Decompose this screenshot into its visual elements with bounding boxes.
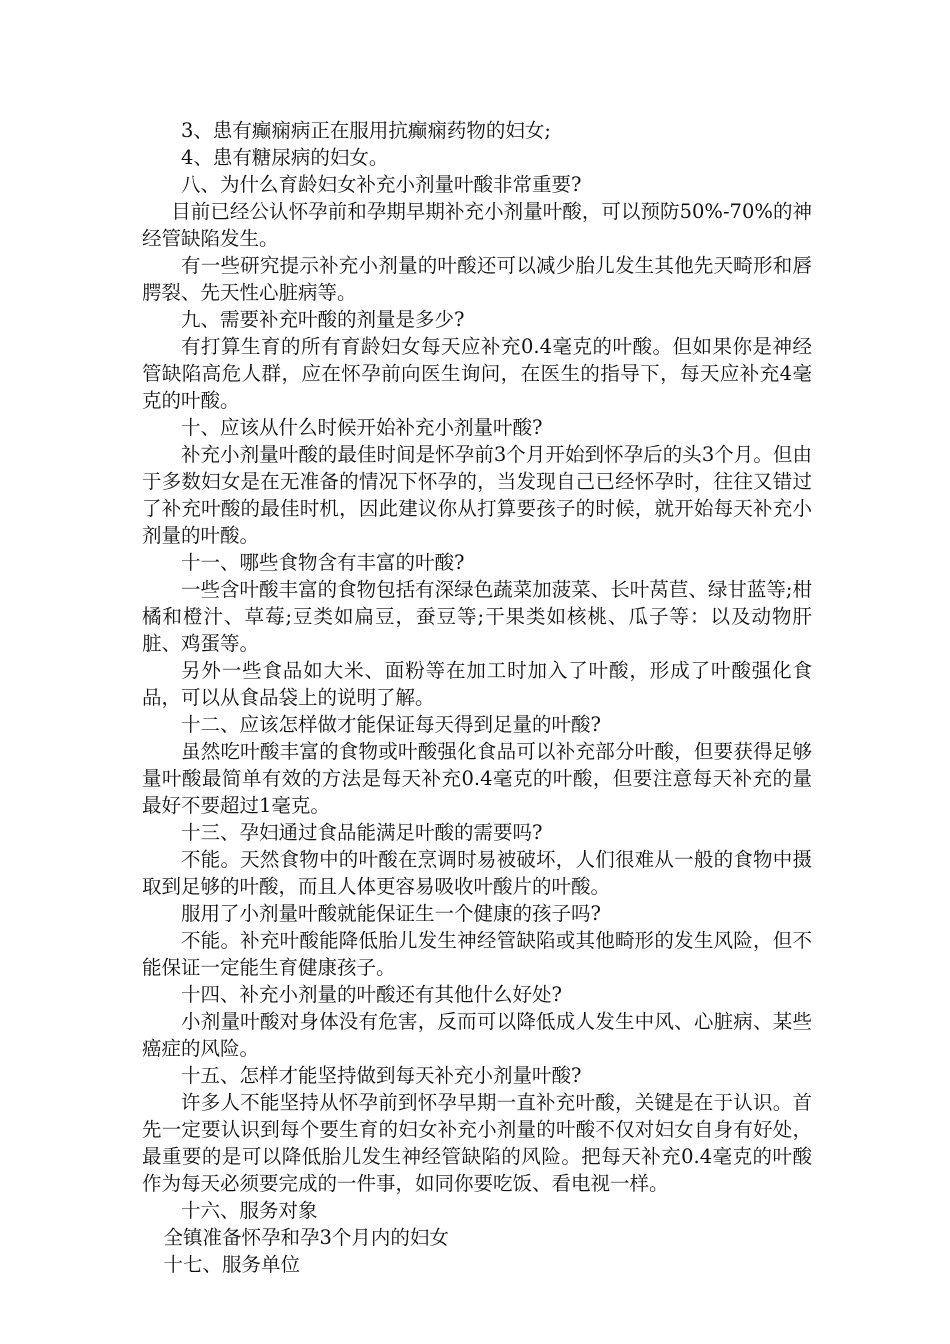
body-paragraph: 小剂量叶酸对身体没有危害，反而可以降低成人发生中风、心脏病、某些癌症的风险。 [142, 1010, 812, 1060]
body-paragraph: 服用了小剂量叶酸就能保证生一个健康的孩子吗? [181, 902, 601, 925]
section-heading: 十二、应该怎样做才能保证每天得到足量的叶酸? [181, 713, 601, 736]
body-paragraph: 虽然吃叶酸丰富的食物或叶酸强化食品可以补充部分叶酸，但要获得足够量叶酸最简单有效的方法是每天补充0.4毫克的叶酸，但要注意每天补充的量最好不要超过1毫克。 [142, 740, 812, 817]
body-paragraph: 有打算生育的所有育龄妇女每天应补充0.4毫克的叶酸。但如果你是神经管缺陷高危人群，应在怀孕前向医生询问，在医生的指导下，每天应补充4毫克的叶酸。 [142, 335, 812, 412]
body-paragraph: 目前已经公认怀孕前和孕期早期补充小剂量叶酸，可以预防50%-70%的神经管缺陷发生。 [142, 200, 812, 250]
section-heading: 十、应该从什么时候开始补充小剂量叶酸? [181, 416, 543, 439]
body-paragraph: 许多人不能坚持从怀孕前到怀孕早期一直补充叶酸，关键是在于认识。首先一定要认识到每个要生育的妇女补充小剂量的叶酸不仅对妇女自身有好处，最重要的是可以降低胎儿发生神经管缺陷的风险。把每天补充0.4毫克的叶酸作为每天必须要完成的一件事，如同你要吃饭、看电视一样。 [142, 1091, 812, 1195]
section-heading: 八、为什么育龄妇女补充小剂量叶酸非常重要? [181, 173, 582, 196]
section-heading: 十五、怎样才能坚持做到每天补充小剂量叶酸? [181, 1064, 582, 1087]
body-paragraph: 一些含叶酸丰富的食物包括有深绿色蔬菜加菠菜、长叶莴苣、绿甘蓝等;柑橘和橙汁、草莓;豆类如扁豆，蚕豆等;干果类如核桃、瓜子等：以及动物肝脏、鸡蛋等。 [142, 578, 812, 655]
body-paragraph: 补充小剂量叶酸的最佳时间是怀孕前3个月开始到怀孕后的头3个月。但由于多数妇女是在无准备的情况下怀孕的，当发现自己已经怀孕时，往往又错过了补充叶酸的最佳时机，因此建议你从打算要孩子的时候，就开始每天补充小剂量的叶酸。 [142, 443, 812, 547]
body-paragraph: 不能。补充叶酸能降低胎儿发生神经管缺陷或其他畸形的发生风险，但不能保证一定能生育健康孩子。 [142, 929, 812, 979]
document-body [142, 117, 812, 1278]
section-heading: 十三、孕妇通过食品能满足叶酸的需要吗? [181, 821, 543, 844]
body-paragraph: 另外一些食品如大米、面粉等在加工时加入了叶酸，形成了叶酸强化食品，可以从食品袋上的说明了解。 [142, 659, 812, 709]
list-item: 3、患有癫痫病正在服用抗癫痫药物的妇女; [181, 119, 551, 142]
section-heading: 九、需要补充叶酸的剂量是多少? [181, 308, 465, 331]
list-item: 4、患有糖尿病的妇女。 [181, 146, 389, 169]
body-paragraph: 全镇准备怀孕和孕3个月内的妇女 [163, 1226, 449, 1249]
section-heading: 十七、服务单位 [163, 1253, 300, 1276]
body-paragraph: 不能。天然食物中的叶酸在烹调时易被破坏，人们很难从一般的食物中摄取到足够的叶酸，而且人体更容易吸收叶酸片的叶酸。 [142, 848, 812, 898]
section-heading: 十六、服务对象 [181, 1199, 318, 1222]
body-paragraph: 有一些研究提示补充小剂量的叶酸还可以减少胎儿发生其他先天畸形和唇腭裂、先天性心脏病等。 [142, 254, 812, 304]
section-heading: 十四、补充小剂量的叶酸还有其他什么好处? [181, 983, 562, 1006]
section-heading: 十一、哪些食物含有丰富的叶酸? [181, 551, 465, 574]
